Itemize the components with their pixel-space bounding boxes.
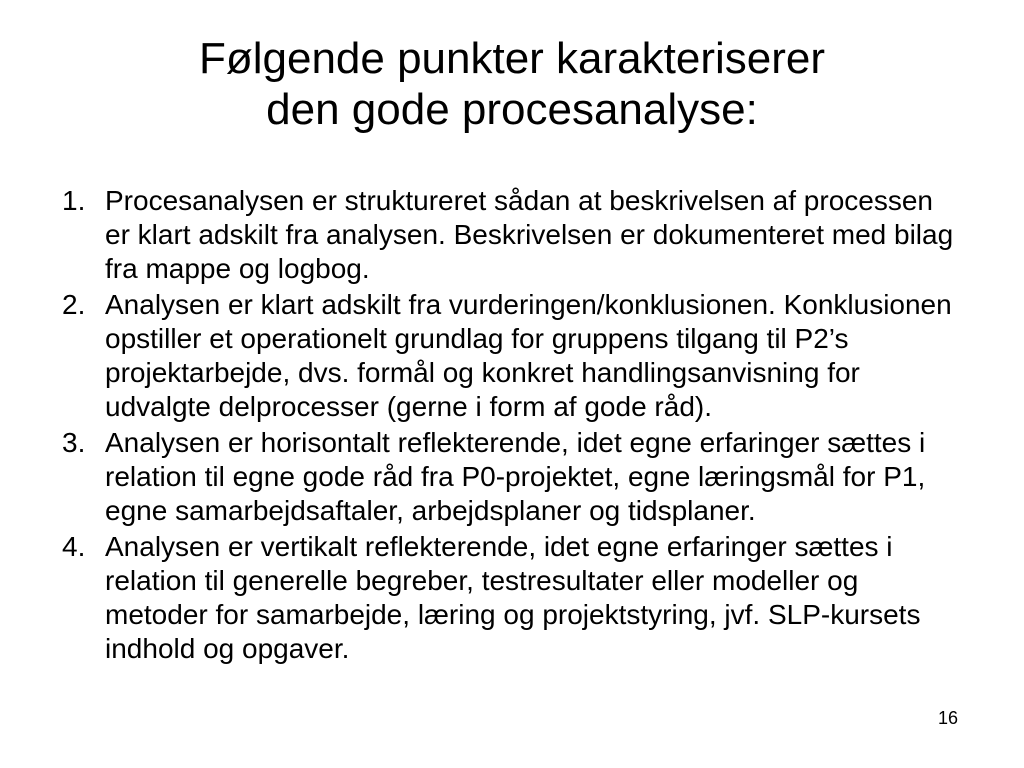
list-item-number: 1.: [62, 185, 86, 216]
list-item-number: 3.: [62, 427, 86, 458]
page-number: 16: [938, 708, 959, 728]
slide-title-line-2: den gode procesanalyse:: [266, 85, 758, 134]
numbered-list: [62, 184, 962, 668]
list-item-text: Analysen er horisontalt reflekterende, idet egne erfaringer sættes i relation til egne gode råd fra P0-projektet, egne læringsmål for P1, egne samarbejdsaftaler, arbejdsplaner og tidsplaner.: [105, 427, 926, 526]
list-item-4: [62, 530, 962, 666]
list-item-2: [62, 288, 962, 424]
list-item-text: Analysen er klart adskilt fra vurderingen/konklusionen. Konklusionen opstiller et operationelt grundlag for gruppens tilgang til P2’s projektarbejde, dvs. formål og konkret handlingsanvisning for udvalgte delprocesser (gerne i form af gode råd).: [105, 289, 952, 422]
list-item-text: Analysen er vertikalt reflekterende, idet egne erfaringer sættes i relation til generelle begreber, testresultater eller modeller og metoder for samarbejde, læring og projektstyring, jvf. SLP-kursets indhold og opgaver.: [105, 531, 921, 664]
list-item-3: [62, 426, 962, 528]
slide-title-line-1: Følgende punkter karakteriserer: [198, 34, 826, 83]
list-item-number: 4.: [62, 531, 86, 562]
list-item-number: 2.: [62, 289, 86, 320]
slide-title: [0, 33, 1024, 135]
list-item-text: Procesanalysen er struktureret sådan at beskrivelsen af processen er klart adskilt fra analysen. Beskrivelsen er dokumenteret med bilag fra mappe og logbog.: [105, 185, 954, 284]
list-item-1: [62, 184, 962, 286]
